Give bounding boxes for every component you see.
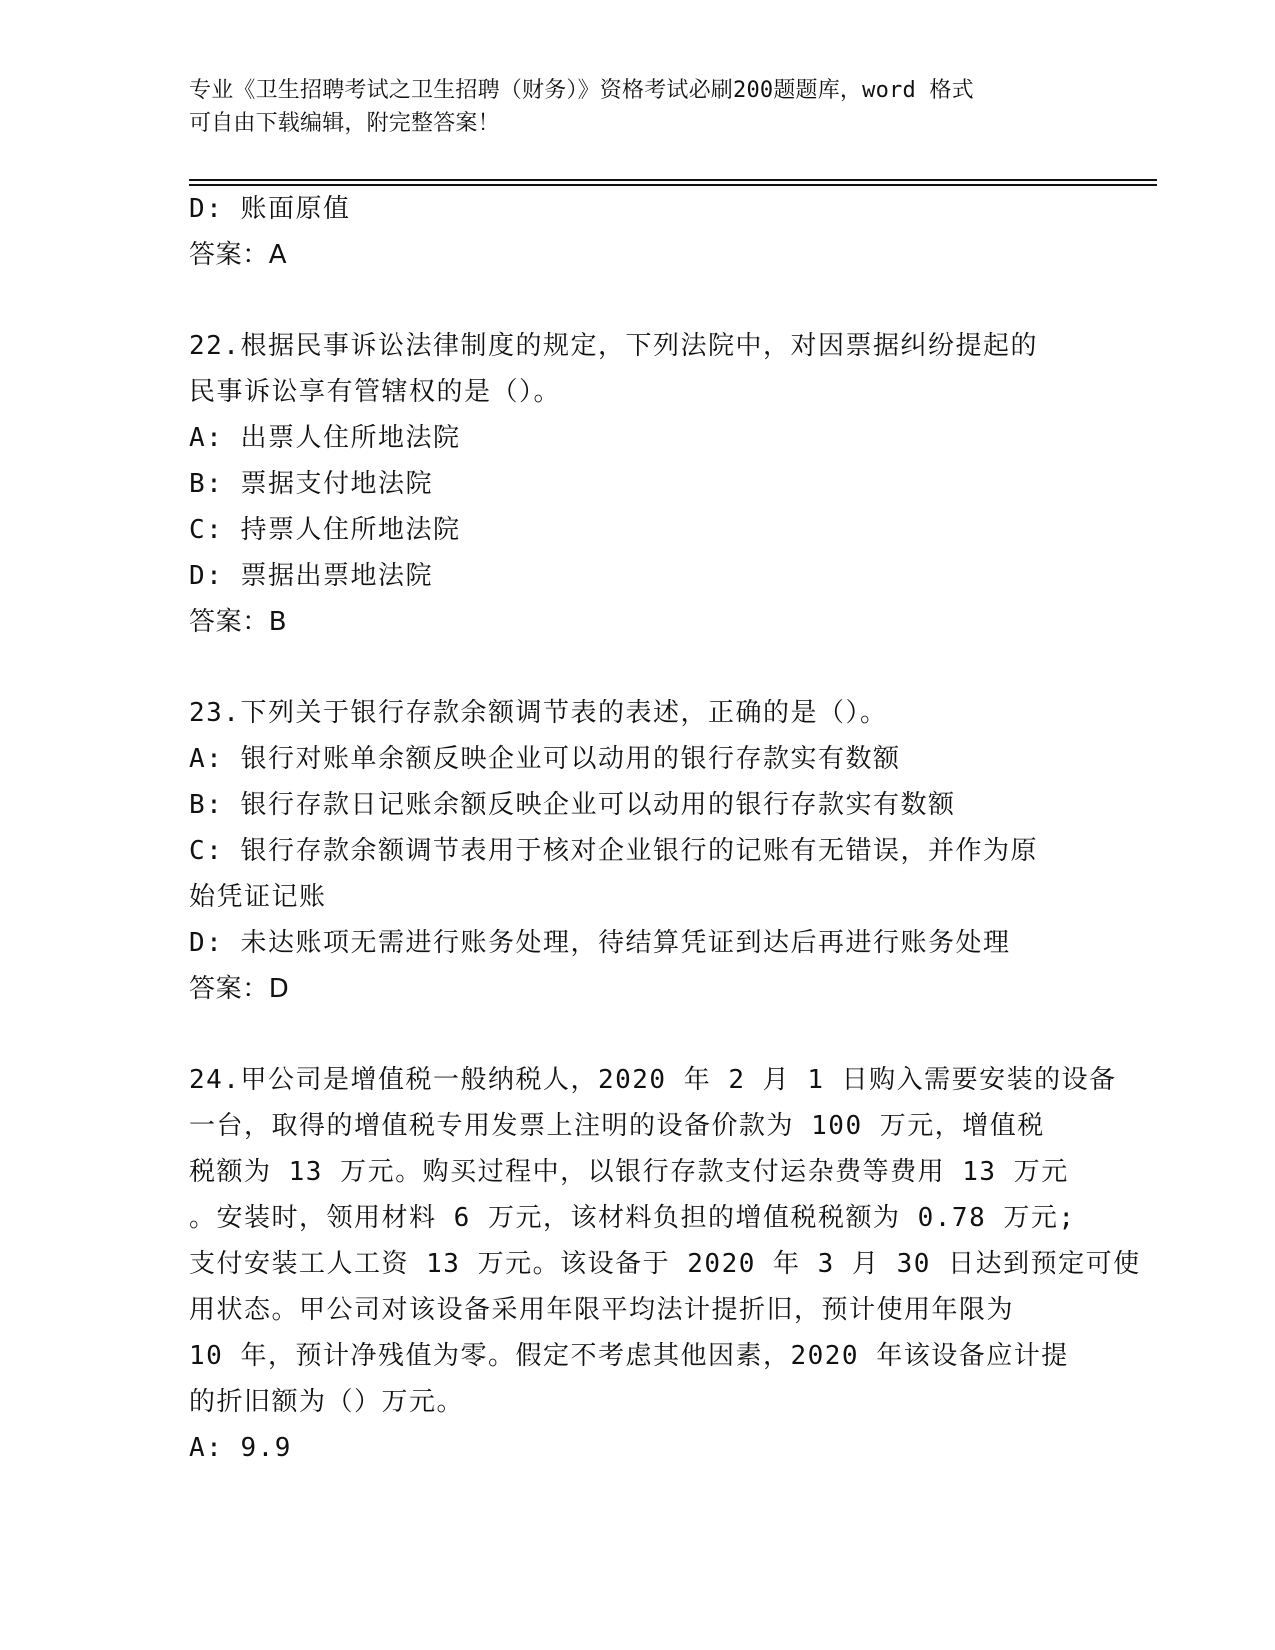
question-22-stem-line-1: 22.根据民事诉讼法律制度的规定，下列法院中，对因票据纠纷提起的	[189, 331, 1038, 361]
spacer	[189, 1012, 1089, 1057]
question-23-option-a: A: 银行对账单余额反映企业可以动用的银行存款实有数额	[189, 744, 901, 774]
question-24-option-a: A: 9.9	[189, 1433, 292, 1463]
question-24-stem-line-8: 的折旧额为（）万元。	[189, 1387, 465, 1417]
question-23	[189, 690, 1089, 1012]
spacer	[189, 278, 1089, 323]
question-22-option-d: D: 票据出票地法院	[189, 561, 433, 591]
question-22	[189, 323, 1089, 645]
question-23-option-c-line-2: 始凭证记账	[189, 882, 327, 912]
question-22-option-a: A: 出票人住所地法院	[189, 423, 461, 453]
prev-answer: 答案：A	[189, 240, 288, 270]
question-22-stem-line-2: 民事诉讼享有管辖权的是（）。	[189, 377, 562, 407]
prev-option-d: D: 账面原值	[189, 194, 351, 224]
question-24-stem-line-3: 税额为 13 万元。购买过程中，以银行存款支付运杂费等费用 13 万元	[189, 1157, 1069, 1187]
question-23-option-b: B: 银行存款日记账余额反映企业可以动用的银行存款实有数额	[189, 790, 956, 820]
header-rule-top	[189, 179, 1157, 181]
question-24-stem-line-2: 一台，取得的增值税专用发票上注明的设备价款为 100 万元，增值税	[189, 1111, 1045, 1141]
question-24	[189, 1057, 1141, 1471]
question-24-stem-line-6: 用状态。甲公司对该设备采用年限平均法计提折旧，预计使用年限为	[189, 1295, 1015, 1325]
document-body	[189, 186, 1141, 1471]
question-24-stem-line-1: 24.甲公司是增值税一般纳税人，2020 年 2 月 1 日购入需要安装的设备	[189, 1065, 1117, 1095]
question-24-stem-line-4: 。安装时，领用材料 6 万元，该材料负担的增值税税额为 0.78 万元;	[189, 1203, 1076, 1233]
spacer	[189, 645, 1089, 690]
header-line-1: 专业《卫生招聘考试之卫生招聘（财务）》资格考试必刷200题题库，word 格式	[189, 78, 974, 103]
question-22-answer: 答案：B	[189, 607, 288, 637]
document-header	[189, 74, 1079, 140]
question-22-option-c: C: 持票人住所地法院	[189, 515, 461, 545]
question-22-option-b: B: 票据支付地法院	[189, 469, 433, 499]
question-23-option-d: D: 未达账项无需进行账务处理，待结算凭证到达后再进行账务处理	[189, 928, 1011, 958]
question-24-stem-line-7: 10 年，预计净残值为零。假定不考虑其他因素，2020 年该设备应计提	[189, 1341, 1069, 1371]
header-line-2: 可自由下载编辑，附完整答案！	[189, 111, 500, 136]
question-24-stem-line-5: 支付安装工人工资 13 万元。该设备于 2020 年 3 月 30 日达到预定可使	[189, 1249, 1141, 1279]
question-23-answer: 答案：D	[189, 974, 290, 1004]
question-23-stem: 23.下列关于银行存款余额调节表的表述，正确的是（）。	[189, 698, 888, 728]
question-23-option-c-line-1: C: 银行存款余额调节表用于核对企业银行的记账有无错误，并作为原	[189, 836, 1038, 866]
